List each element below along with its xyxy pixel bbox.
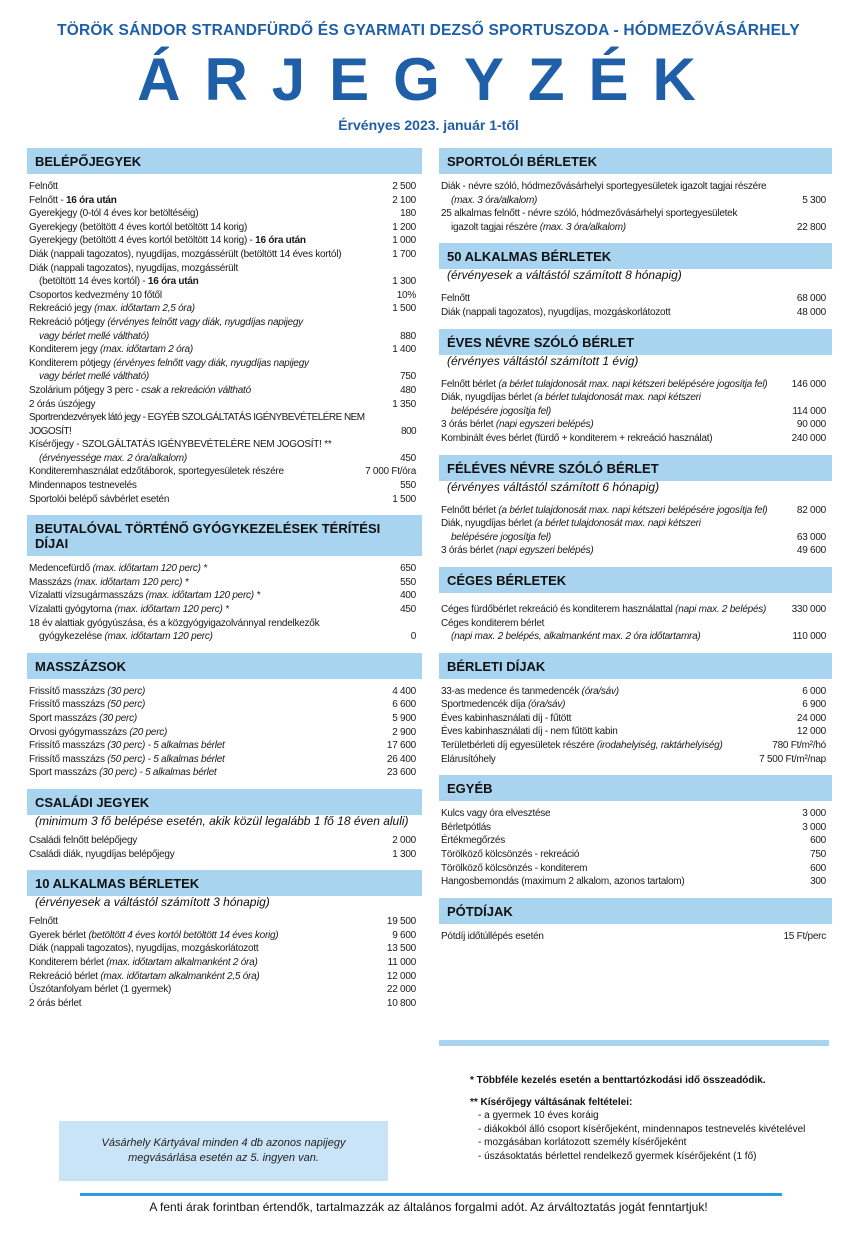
price-row: 3 órás bérlet (napi egyszeri belépés) 49 600 (441, 545, 826, 557)
price-row: Felnőtt 19 500 (29, 916, 416, 928)
price-row: Hangosbemondás (maximum 2 alkalom, azonos tartalom) 300 (441, 876, 826, 888)
price-row: Éves kabinhasználati díj - fűtött 24 000 (441, 712, 826, 724)
divider-bar (439, 1040, 829, 1046)
price-row: Törölköző kölcsönzés - rekreáció 750 (441, 849, 826, 861)
price-row: Gyerekjegy (betöltött 4 éves kortól betöltött 14 korig) 1 200 (29, 221, 416, 233)
price-row: Elárusítóhely 7 500 Ft/m²/nap (441, 753, 826, 765)
section-header: EGYÉB (439, 775, 832, 801)
price-row: Rekreáció jegy (max. időtartam 2,5 óra) 1 500 (29, 303, 416, 315)
price-row: Rekreáció bérlet (max. időtartam alkalmanként 2,5 óra) 12 000 (29, 970, 416, 982)
price-row: Diák, nyugdíjas bérlet (a bérlet tulajdonosát max. napi kétszeri belépésére jogosítja fel) 63 000 (441, 518, 826, 543)
price-row: Mindennapos testnevelés 550 (29, 480, 416, 492)
section-subtitle: (érvényesek a váltástól számított 3 hónapig) (35, 895, 270, 910)
section-csaladi (27, 789, 422, 861)
footnote-2: ** Kísérőjegy váltásának feltételei: (470, 1096, 633, 1108)
price-row: Diák (nappali tagozatos), nyugdíjas, mozgássérült (betöltött 14 éves kortól) 1 700 (29, 248, 416, 260)
price-row: Területbérleti díj egyesületek részére (irodahelyiség, raktárhelyiség) 780 Ft/m²/hó (441, 740, 826, 752)
price-row: Orvosi gyógymasszázs (20 perc) 2 900 (29, 726, 416, 738)
price-row: Felnőtt - 16 óra után 2 100 (29, 194, 416, 206)
left-column (27, 148, 422, 1019)
price-row: Gyerekjegy (0-tól 4 éves kor betöltéséig) 180 (29, 208, 416, 220)
price-row: Családi felnőtt belépőjegy 2 000 (29, 834, 416, 846)
price-row: Törölköző kölcsönzés - konditerem 600 (441, 862, 826, 874)
section-feleves (439, 455, 832, 558)
price-row: Diák (nappali tagozatos), nyugdíjas, mozgáskorlátozott 48 000 (441, 306, 826, 318)
section-potdijak (439, 898, 832, 944)
section-subtitle: (érvényesek a váltástól számított 8 hónapig) (447, 268, 682, 283)
price-row: Vízalatti gyógytorna (max. időtartam 120 perc) * 450 (29, 604, 416, 616)
section-header: 10 ALKALMAS BÉRLETEK (27, 870, 422, 896)
price-row: 33-as medence és tanmedencék (óra/sáv) 6 000 (441, 685, 826, 697)
section-50-alkalmas (439, 243, 832, 319)
section-beutalo (27, 515, 422, 644)
price-row: Frissítő masszázs (50 perc) 6 600 (29, 699, 416, 711)
price-row: Frissítő masszázs (30 perc) - 5 alkalmas bérlet 17 600 (29, 740, 416, 752)
price-row: Kísérőjegy - SZOLGÁLTATÁS IGÉNYBEVÉTELÉRE NEM JOGOSÍT! ** (érvényessége max. 2 óra/alkalom) 450 (29, 439, 416, 464)
page-title: ÁRJEGYZÉK (137, 46, 720, 113)
section-header: BEUTALÓVAL TÖRTÉNŐ GYÓGYKEZELÉSEK TÉRÍTÉSI DÍJAI (27, 515, 422, 556)
price-row: Frissítő masszázs (50 perc) - 5 alkalmas bérlet 26 400 (29, 753, 416, 765)
footnote-item: - úszásoktatás bérlettel rendelkező gyermek kísérőjeként (1 fő) (478, 1150, 757, 1162)
footnote-item: - mozgásában korlátozott személy kísérőjeként (478, 1137, 687, 1148)
price-row: 18 év alattiak gyógyúszása, és a közgyógyigazolvánnyal rendelkezők gyógykezelése (max. időtartam 120 perc) 0 (29, 617, 416, 643)
price-row: Frissítő masszázs (30 perc) 4 400 (29, 685, 416, 697)
price-row: Sport masszázs (30 perc) - 5 alkalmas bérlet 23 600 (29, 767, 416, 779)
price-row: Családi diák, nyugdíjas belépőjegy 1 300 (29, 848, 416, 860)
section-header: PÓTDÍJAK (439, 898, 832, 924)
footnote-item: - a gyermek 10 éves koráig (478, 1110, 599, 1121)
footnotes (470, 1074, 830, 1163)
price-row: 2 órás úszójegy 1 350 (29, 398, 416, 410)
price-row: Medencefürdő (max. időtartam 120 perc) * 650 (29, 563, 416, 575)
section-berleti-dijak (439, 653, 832, 767)
price-row: Értékmegőrzés 600 (441, 835, 826, 847)
section-egyeb (439, 775, 832, 889)
section-ceges (439, 567, 832, 644)
price-row: Céges konditerem bérlet (napi max. 2 belépés, alkalmanként max. 2 óra időtartamra) 110 000 (441, 617, 826, 643)
section-belepojegyek (27, 148, 422, 506)
price-row: Diák - névre szóló, hódmezővásárhelyi sportegyesületek igazolt tagjai részére (max. 3 óra/alkalom) 5 300 (441, 181, 826, 206)
price-row: Sportrendezvények látó jegy - EGYÉB SZOLGÁLTATÁS IGÉNYBEVÉTELÉRE NEM JOGOSÍT! 800 (29, 412, 416, 437)
section-subtitle: (érvényes váltástól számított 1 évig) (447, 353, 639, 368)
price-row: Konditerem bérlet (max. időtartam alkalmanként 2 óra) 11 000 (29, 956, 416, 968)
price-row: Masszázs (max. időtartam 120 perc) * 550 (29, 576, 416, 588)
price-row: 2 órás bérlet 10 800 (29, 997, 416, 1009)
price-row: Gyerek bérlet (betöltött 4 éves kortól betöltött 14 éves korig) 9 600 (29, 929, 416, 941)
section-eves (439, 329, 832, 446)
price-row: Éves kabinhasználati díj - nem fűtött kabin 12 000 (441, 726, 826, 738)
price-row: Sportolói belépő sávbérlet esetén 1 500 (29, 493, 416, 505)
section-masszazsok (27, 653, 422, 780)
price-row: Diák (nappali tagozatos), nyugdíjas, mozgássérült (betöltött 14 éves kortól) - 16 óra után 1 300 (29, 262, 416, 288)
price-row: Felnőtt 68 000 (441, 293, 826, 305)
footnote-item: - diákokból álló csoport kísérőjeként, mindennapos testnevelés kivételével (478, 1123, 806, 1135)
header-organization: TÖRÖK SÁNDOR STRANDFÜRDŐ ÉS GYARMATI DEZSŐ SPORTUSZODA - HÓDMEZŐVÁSÁRHELY (57, 22, 800, 39)
section-header: MASSZÁZSOK (27, 653, 422, 679)
promo-box: Vásárhely Kártyával minden 4 db azonos napijegy megvásárlása esetén az 5. ingyen van. (59, 1121, 388, 1181)
section-header: 50 ALKALMAS BÉRLETEK (439, 243, 832, 269)
section-subtitle: (érvényes váltástól számított 6 hónapig) (447, 479, 660, 494)
footer-divider (80, 1193, 782, 1196)
price-row: Rekreáció pótjegy (érvényes felnőtt vagy diák, nyugdíjas napijegy vagy bérlet mellé váltható) 880 (29, 316, 416, 342)
price-row: Felnőtt bérlet (a bérlet tulajdonosát max. napi kétszeri belépésére jogosítja fel) 82 000 (441, 504, 826, 516)
price-row: 25 alkalmas felnőtt - névre szóló, hódmezővásárhelyi sportegyesületek igazolt tagjai részére (max. 3 óra/alkalom) 22 800 (441, 208, 826, 233)
section-header: BELÉPŐJEGYEK (27, 148, 422, 174)
price-row: Sportmedencék díja (óra/sáv) 6 900 (441, 699, 826, 711)
price-row: Diák, nyugdíjas bérlet (a bérlet tulajdonosát max. napi kétszeri belépésére jogosítja fel) 114 000 (441, 392, 826, 417)
price-row: 3 órás bérlet (napi egyszeri belépés) 90 000 (441, 419, 826, 431)
section-header: CÉGES BÉRLETEK (439, 567, 832, 593)
footer-text: A fenti árak forintban értendők, tartalmazzák az általános forgalmi adót. Az árváltoztatás jogát fenntartjuk! (149, 1200, 708, 1214)
price-row: Konditeremhasználat edzőtáborok, sportegyesületek részére 7 000 Ft/óra (29, 466, 416, 478)
price-row: Konditerem jegy (max. időtartam 2 óra) 1 400 (29, 344, 416, 356)
section-header: SPORTOLÓI BÉRLETEK (439, 148, 832, 174)
validity-date: Érvényes 2023. január 1-től (338, 117, 519, 133)
price-row: Diák (nappali tagozatos), nyugdíjas, mozgáskorlátozott 13 500 (29, 943, 416, 955)
price-row: Úszótanfolyam bérlet (1 gyermek) 22 000 (29, 984, 416, 996)
price-row: Céges fürdőbérlet rekreáció és konditerem használattal (napi max. 2 belépés) 330 000 (441, 603, 826, 615)
price-row: Vízalatti vízsugármasszázs (max. időtartam 120 perc) * 400 (29, 590, 416, 602)
right-column (439, 148, 832, 952)
section-10-alkalmas (27, 870, 422, 1010)
section-header: BÉRLETI DÍJAK (439, 653, 832, 679)
price-row: Sport masszázs (30 perc) 5 900 (29, 713, 416, 724)
price-row: Bérletpótlás 3 000 (441, 821, 826, 833)
price-row: Kombinált éves bérlet (fürdő + konditerem + rekreáció használat) 240 000 (441, 432, 826, 444)
section-header: FÉLÉVES NÉVRE SZÓLÓ BÉRLET (439, 455, 832, 481)
section-header: ÉVES NÉVRE SZÓLÓ BÉRLET (439, 329, 832, 355)
section-subtitle: (minimum 3 fő belépése esetén, akik közül legalább 1 fő 18 éven aluli) (35, 813, 409, 828)
price-row: Felnőtt bérlet (a bérlet tulajdonosát max. napi kétszeri belépésére jogosítja fel) 146 000 (441, 378, 826, 390)
price-row: Gyerekjegy (betöltött 4 éves kortól betöltött 14 korig) - 16 óra után 1 000 (29, 235, 416, 247)
price-row: Szolárium pótjegy 3 perc - csak a rekreáción váltható 480 (29, 384, 416, 396)
section-header: CSALÁDI JEGYEK (27, 789, 422, 815)
price-row: Csoportos kedvezmény 10 főtől 10% (29, 289, 416, 301)
price-row: Felnőtt 2 500 (29, 181, 416, 192)
price-row: Kulcs vagy óra elvesztése 3 000 (441, 808, 826, 820)
section-sportoloi (439, 148, 832, 234)
footnote-1: * Többféle kezelés esetén a benttartózkodási idő összeadódik. (470, 1075, 766, 1086)
price-row: Pótdíj időtúllépés esetén 15 Ft/perc (441, 930, 826, 942)
price-row: Konditerem pótjegy (érvényes felnőtt vagy diák, nyugdíjas napijegy vagy bérlet mellé váltható) 750 (29, 357, 416, 383)
